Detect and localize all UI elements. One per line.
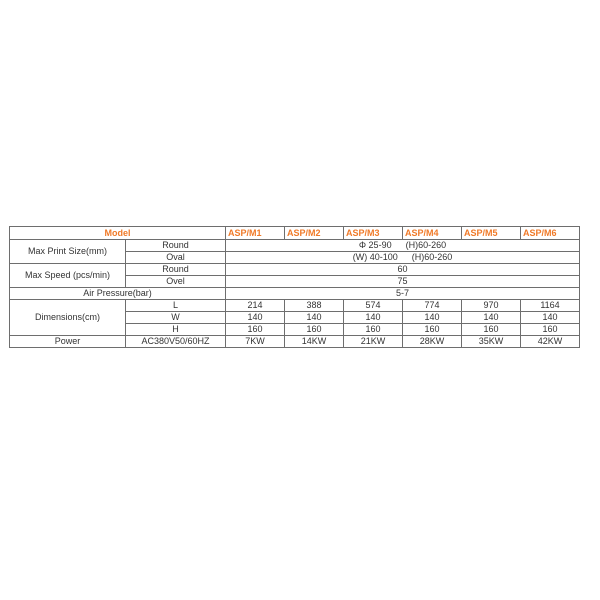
model-name: ASP/M1 <box>226 227 285 240</box>
model-name: ASP/M4 <box>403 227 462 240</box>
model-name: ASP/M6 <box>521 227 580 240</box>
dimension-value: 1164 <box>521 300 580 312</box>
max-print-size-label: Max Print Size(mm) <box>10 240 126 264</box>
dimension-value: 160 <box>462 324 521 336</box>
air-pressure-value: 5-7 <box>226 288 580 300</box>
header-row <box>10 227 580 240</box>
power-value: 21KW <box>344 336 403 348</box>
dimension-value: 970 <box>462 300 521 312</box>
power-label: Power <box>10 336 126 348</box>
dimension-value: 140 <box>285 312 344 324</box>
max-speed-ovel-label: Ovel <box>126 276 226 288</box>
max-print-size-round-row <box>10 240 580 252</box>
max-speed-label: Max Speed (pcs/min) <box>10 264 126 288</box>
dimension-axis: H <box>126 324 226 336</box>
model-name: ASP/M2 <box>285 227 344 240</box>
spec-table <box>9 226 580 348</box>
max-print-size-oval-label: Oval <box>126 252 226 264</box>
max-speed-round-label: Round <box>126 264 226 276</box>
oval-width: (W) 40-100 <box>352 252 398 262</box>
dimension-value: 140 <box>344 312 403 324</box>
model-name: ASP/M5 <box>462 227 521 240</box>
max-print-size-oval-value <box>226 252 580 264</box>
dimension-value: 160 <box>226 324 285 336</box>
power-value: 7KW <box>226 336 285 348</box>
dimension-value: 388 <box>285 300 344 312</box>
max-speed-round-value: 60 <box>226 264 580 276</box>
round-height: (H)60-260 <box>405 240 447 250</box>
dimension-axis: W <box>126 312 226 324</box>
power-value: 14KW <box>285 336 344 348</box>
dimension-value: 774 <box>403 300 462 312</box>
max-speed-ovel-value: 75 <box>226 276 580 288</box>
max-speed-round-row <box>10 264 580 276</box>
model-name: ASP/M3 <box>344 227 403 240</box>
dimension-value: 140 <box>462 312 521 324</box>
dimension-value: 160 <box>344 324 403 336</box>
dimension-value: 574 <box>344 300 403 312</box>
model-header: Model <box>10 227 226 240</box>
dimensions-label: Dimensions(cm) <box>10 300 126 336</box>
dimension-value: 160 <box>285 324 344 336</box>
power-value: 42KW <box>521 336 580 348</box>
power-supply: AC380V50/60HZ <box>126 336 226 348</box>
oval-height: (H)60-260 <box>411 252 453 262</box>
dimensions-l-row <box>10 300 580 312</box>
dimension-value: 140 <box>521 312 580 324</box>
max-print-size-round-label: Round <box>126 240 226 252</box>
dimension-value: 140 <box>226 312 285 324</box>
air-pressure-row <box>10 288 580 300</box>
power-value: 28KW <box>403 336 462 348</box>
round-diameter: Φ 25-90 <box>358 240 392 250</box>
dimension-value: 140 <box>403 312 462 324</box>
dimension-value: 160 <box>521 324 580 336</box>
power-value: 35KW <box>462 336 521 348</box>
dimension-value: 214 <box>226 300 285 312</box>
dimension-value: 160 <box>403 324 462 336</box>
max-print-size-round-value <box>226 240 580 252</box>
dimension-axis: L <box>126 300 226 312</box>
air-pressure-label: Air Pressure(bar) <box>10 288 226 300</box>
power-row <box>10 336 580 348</box>
